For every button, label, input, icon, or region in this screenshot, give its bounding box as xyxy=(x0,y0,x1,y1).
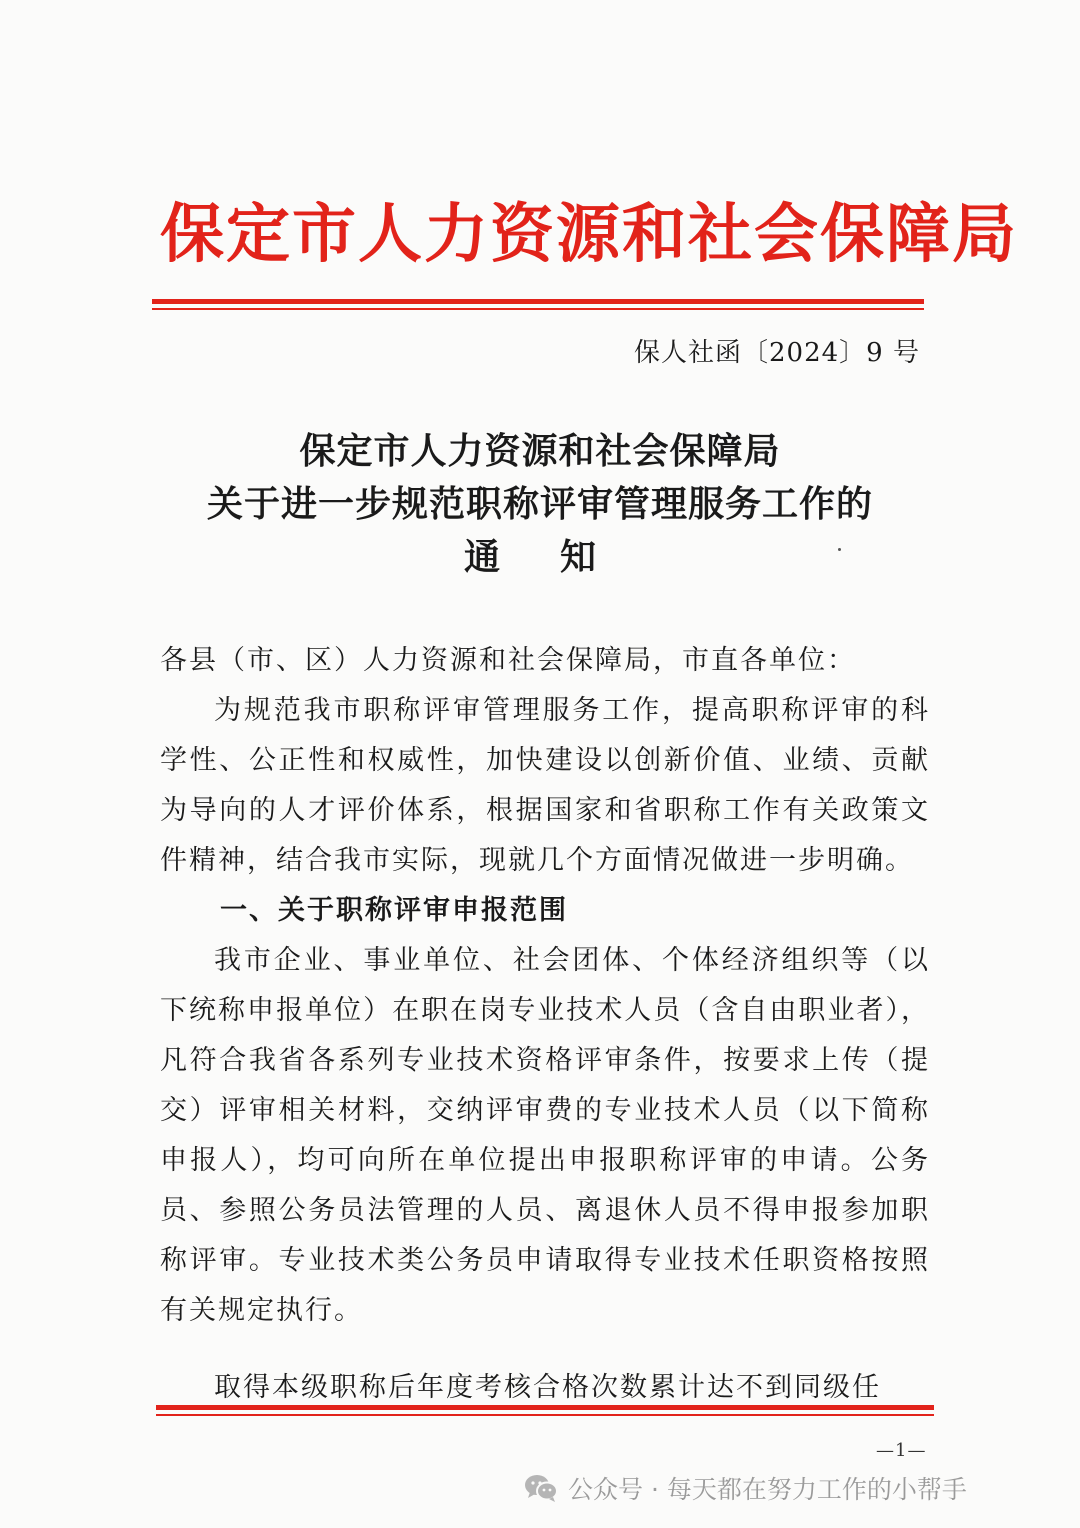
watermark-text: 公众号 · 每天都在努力工作的小帮手 xyxy=(568,1475,967,1504)
scan-speck xyxy=(838,548,841,551)
watermark xyxy=(524,1468,967,1508)
page-number: —1— xyxy=(876,1440,927,1461)
paragraph-intro: 为规范我市职称评审管理服务工作，提高职称评审的科学性、公正性和权威性，加快建设以创新价值、业绩、贡献为导向的人才评价体系，根据国家和省职称工作有关政策文件精神，结合我市实际，现就几个方面情况做进一步明确。 xyxy=(160,695,930,876)
wechat-icon xyxy=(524,1473,558,1503)
issuing-organization: 保定市人力资源和社会保障局 xyxy=(160,197,1018,272)
title-line-3: 通知 xyxy=(463,536,656,578)
document-number: 保人社函〔2024〕9 号 xyxy=(634,338,920,368)
footer-red-rule xyxy=(156,1405,934,1416)
title-line-1: 保定市人力资源和社会保障局 xyxy=(299,430,781,472)
header-red-rule xyxy=(152,299,924,310)
title-line-2: 关于进一步规范职称评审管理服务工作的 xyxy=(206,483,873,525)
salutation: 各县（市、区）人力资源和社会保障局，市直各单位： xyxy=(160,645,856,676)
paragraph-scope: 我市企业、事业单位、社会团体、个体经济组织等（以下统称申报单位）在职在岗专业技术人员（含自由职业者），凡符合我省各系列专业技术资格评审条件，按要求上传（提交）评审相关材料，交纳评审费的专业技术人员（以下简称申报人），均可向所在单位提出申报职称评审的申请。公务员、参照公务员法管理的人员、离退休人员不得申报参加职称评审。专业技术类公务员申请取得专业技术任职资格按照有关规定执行。 xyxy=(160,945,930,1326)
section-heading-1: 一、关于职称评审申报范围 xyxy=(220,895,568,926)
paragraph-continued: 取得本级职称后年度考核合格次数累计达不到同级任 xyxy=(214,1372,881,1403)
